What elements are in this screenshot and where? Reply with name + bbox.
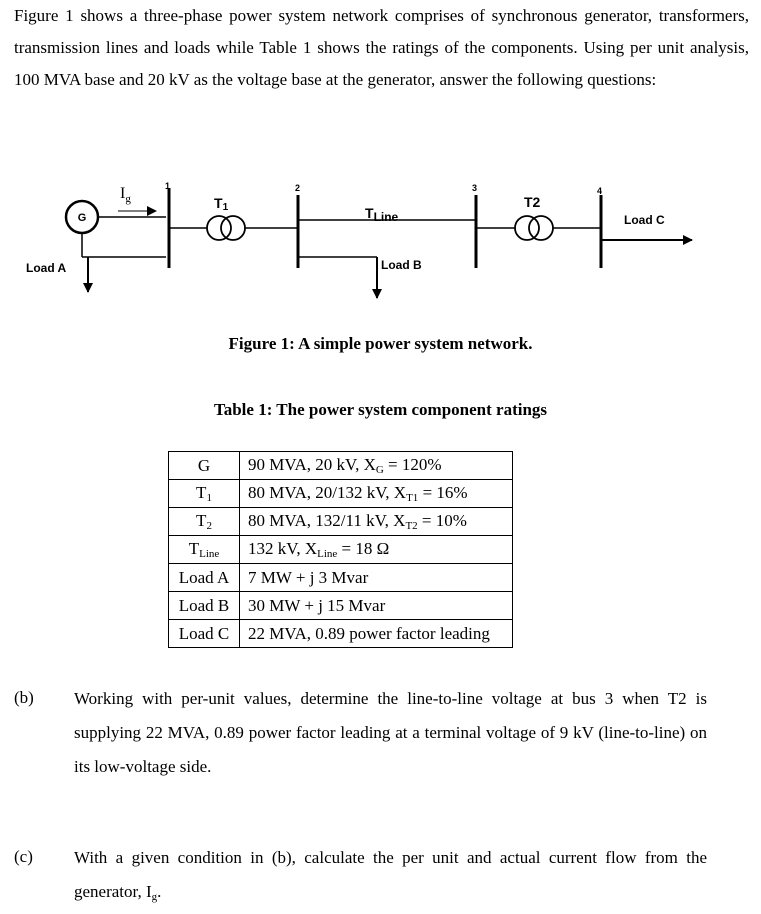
question-c-text: With a given condition in (b), calculate the per unit and actual current flow from the generator, $I_g$. bbox=[74, 848, 707, 903]
figure-caption: Figure 1: A simple power system network. bbox=[228, 334, 533, 353]
component-rating: 80 MVA, 20/132 kV, $X_{T1} = 16\%$ bbox=[240, 480, 513, 508]
table-row-load-c bbox=[169, 620, 513, 648]
bus-2-label: 2 bbox=[295, 183, 301, 193]
load-c-label: Load C bbox=[624, 213, 665, 227]
question-b-label: (b) bbox=[14, 688, 34, 707]
table-row-load-a bbox=[169, 564, 513, 592]
component-name: $T_1$ bbox=[169, 480, 240, 508]
t1-winding-secondary bbox=[221, 216, 245, 240]
component-name: $T_2$ bbox=[169, 508, 240, 536]
table-row-tline bbox=[169, 536, 513, 564]
question-c-label: (c) bbox=[14, 847, 33, 866]
component-rating: 7 MW + j 3 Mvar bbox=[240, 564, 513, 592]
generator-label: G bbox=[77, 212, 87, 224]
bus-4-label: 4 bbox=[597, 186, 603, 196]
intro-paragraph: Figure 1 shows a three-phase power system network comprises of synchronous generator, transformers, transmission lines and loads while Table 1 shows the ratings of the components. Using per unit analysis, 100 MVA base and 20 kV as the voltage base at the generator, answer the following questions: bbox=[14, 6, 749, 89]
component-rating: 80 MVA, 132/11 kV, $X_{T2} = 10\%$ bbox=[240, 508, 513, 536]
component-rating: 132 kV, $X_{Line} = 18$ Ω bbox=[240, 536, 513, 564]
component-rating: 30 MW + j 15 Mvar bbox=[240, 592, 513, 620]
t2-label: T2 bbox=[524, 194, 541, 210]
bus-1-label: 1 bbox=[165, 181, 171, 191]
t1-winding-primary bbox=[207, 216, 231, 240]
t2-winding-secondary bbox=[529, 216, 553, 240]
component-rating: 90 MVA, 20 kV, $X_G = 120\%$ bbox=[240, 452, 513, 480]
load-b-label: Load B bbox=[381, 258, 422, 272]
component-name: $T_{Line}$ bbox=[169, 536, 240, 564]
t2-winding-primary bbox=[515, 216, 539, 240]
current-label: $I_g$ bbox=[120, 185, 131, 205]
question-b-text: Working with per-unit values, determine the line-to-line voltage at bus 3 when T2 is supplying 22 MVA, 0.89 power factor leading at a terminal voltage of 9 kV (line-to-line) on its low-voltage side. bbox=[74, 689, 707, 776]
component-name: G bbox=[169, 452, 240, 480]
component-name: Load C bbox=[169, 620, 240, 648]
t1-label: T1 bbox=[214, 195, 229, 213]
table-row-t1 bbox=[169, 480, 513, 508]
tline-label: TLine bbox=[365, 205, 399, 224]
component-name: Load B bbox=[169, 592, 240, 620]
load-a-label: Load A bbox=[26, 261, 67, 275]
ratings-table bbox=[168, 451, 513, 648]
component-name: Load A bbox=[169, 564, 240, 592]
table-row-g bbox=[169, 452, 513, 480]
table-row-t2 bbox=[169, 508, 513, 536]
bus-3-label: 3 bbox=[472, 183, 478, 193]
table-row-load-b bbox=[169, 592, 513, 620]
power-system-diagram bbox=[0, 170, 761, 310]
table-caption: Table 1: The power system component ratings bbox=[213, 400, 548, 419]
component-rating: 22 MVA, 0.89 power factor leading bbox=[240, 620, 513, 648]
